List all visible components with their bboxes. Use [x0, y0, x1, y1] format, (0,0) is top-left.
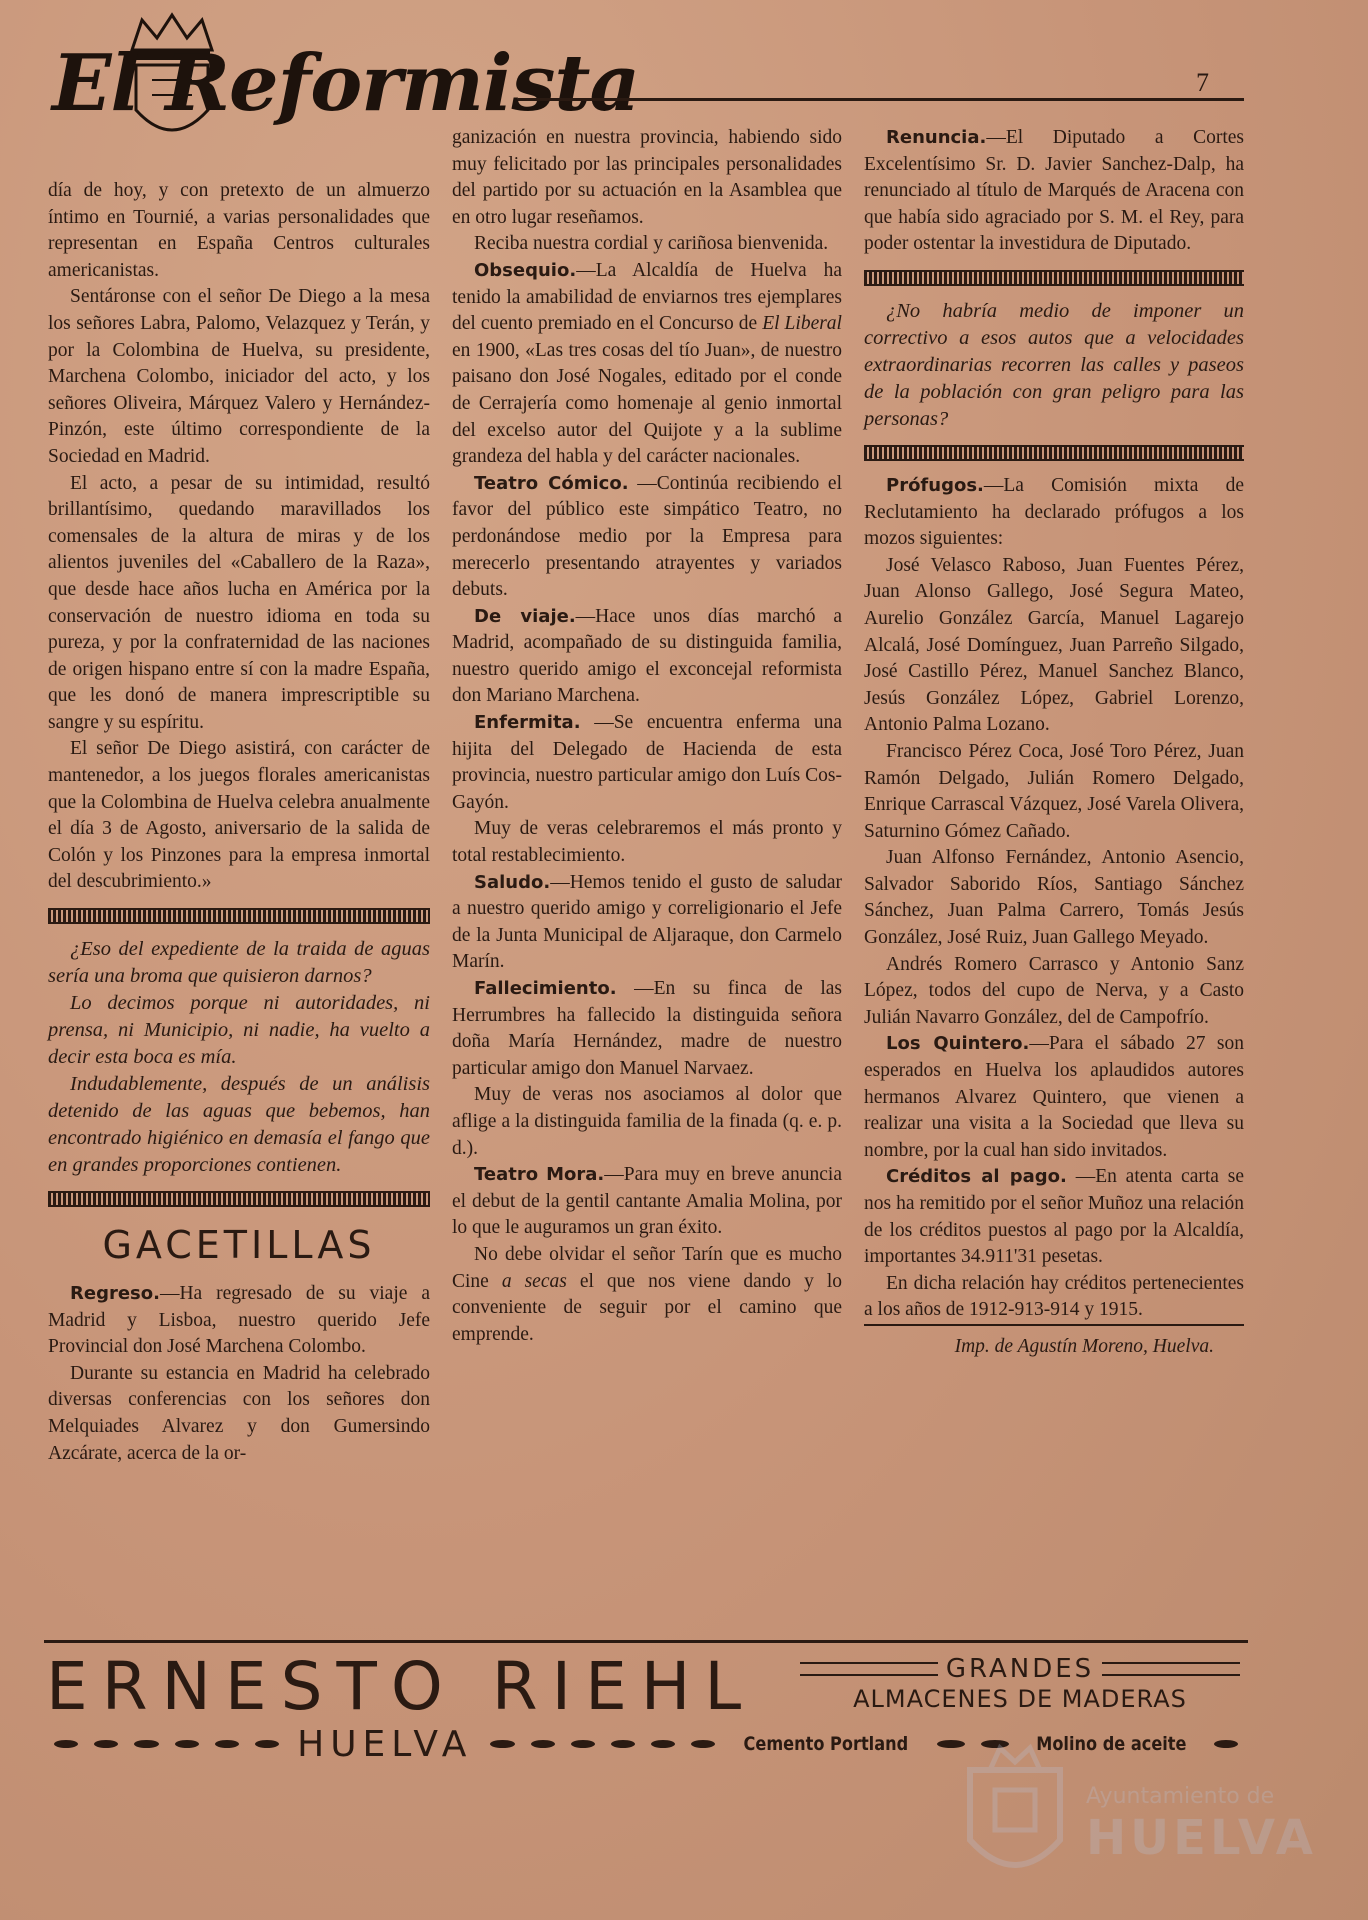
- ornamental-divider: [48, 1191, 430, 1207]
- dash-ornament-icon: [134, 1740, 158, 1748]
- column-1: [48, 178, 430, 1467]
- ad-product: Molino de aceite: [1036, 1733, 1187, 1755]
- column-3: [864, 125, 1244, 1361]
- news-text: —En su finca de las Herrumbres ha fallecido la distinguida señora doña María Hernández, madre de nuestro particular amigo don Manuel Narvaez.: [452, 978, 842, 1079]
- printer-credit: Imp. de Agustín Moreno, Huelva.: [864, 1324, 1244, 1361]
- ad-product: Cemento Portland: [743, 1733, 909, 1755]
- news-text: No debe olvidar el señor Tarín que es mucho Cine: [452, 1243, 842, 1292]
- news-heading: Enfermita.: [474, 712, 581, 734]
- news-item-quintero: [864, 1031, 1244, 1164]
- dash-ornament-icon: [490, 1740, 514, 1748]
- paragraph: En dicha relación hay créditos pertenecientes a los años de 1912-913-914 y 1915.: [864, 1272, 1244, 1321]
- archive-watermark: [960, 1740, 1317, 1900]
- news-heading: Créditos al pago.: [886, 1166, 1067, 1188]
- dash-ornament-icon: [54, 1740, 78, 1748]
- news-heading: Los Quintero.: [886, 1033, 1030, 1055]
- news-text: —La Comisión mixta de Reclutamiento ha declarado prófugos a los mozos siguientes:: [864, 474, 1244, 550]
- dash-ornament-icon: [611, 1740, 635, 1748]
- news-text: —Hemos tenido el gusto de saludar a nuestro querido amigo y correligionario el Jefe de la Junta Municipal de Aljaraque, don Carmelo Marín.: [452, 871, 842, 973]
- news-item-creditos: [864, 1164, 1244, 1270]
- news-item-fallecimiento: [452, 976, 842, 1082]
- ad-heading: GRANDES: [945, 1654, 1095, 1684]
- paragraph: Muy de veras nos asociamos al dolor que aflige a la distinguida familia de la finada (q. e. p. d.).: [452, 1084, 842, 1159]
- ornamental-divider: [864, 445, 1244, 461]
- ad-heading-row: [800, 1654, 1240, 1684]
- paragraph: Francisco Pérez Coca, José Toro Pérez, Juan Ramón Delgado, Julián Romero Delgado, Enrique Carrascal Vázquez, José Varela Olivera, Saturnino Gómez Cañado.: [864, 740, 1244, 842]
- news-heading: Obsequio.: [474, 259, 577, 281]
- paragraph: José Velasco Raboso, Juan Fuentes Pérez, Juan Alonso Gallego, José Segura Mateo, Aurelio González García, Manuel Lagarejo Alcalá, José Domínguez, Juan Parreño Silgado, José Castillo Pérez, Manuel Sanchez Blanco, Jesús González López, Gabriel Lorenzo, Antonio Palma Lozano.: [864, 554, 1244, 736]
- ad-description: [800, 1654, 1240, 1714]
- watermark-line1: Ayuntamiento de: [1086, 1784, 1275, 1809]
- ornamental-divider: [864, 270, 1244, 286]
- editorial-note: Lo decimos porque ni autoridades, ni prensa, ni Municipio, ni nadie, ha vuelto a decir esta boca es mía.: [48, 992, 430, 1069]
- news-item-teatro-comico: [452, 471, 842, 604]
- news-text: —Para muy en breve anuncia el debut de la gentil cantante Amalia Molina, por lo que le auguramos un gran éxito.: [452, 1164, 842, 1239]
- advertiser-name: ERNESTO RIEHL: [46, 1648, 756, 1725]
- news-text: —Hace unos días marchó a Madrid, acompañado de su distinguida familia, nuestro querido amigo el exconcejal reformista don Mariano Marchena.: [452, 605, 842, 707]
- news-text: —La Alcaldía de Huelva ha tenido la amabilidad de enviarnos tres ejemplares del cuento premiado en el Concurso de: [452, 259, 842, 335]
- news-heading: Saludo.: [474, 871, 551, 893]
- news-item-renuncia: [864, 125, 1244, 258]
- dash-ornament-icon: [94, 1740, 118, 1748]
- news-text: —El Diputado a Cortes Excelentísimo Sr. D. Javier Sanchez-Dalp, ha renunciado al título de Marqués de Aracena con que había sido agraciado por S. M. el Rey, para poder ostentar la investidura de Diputado.: [864, 127, 1244, 255]
- dash-ornament-icon: [691, 1740, 715, 1748]
- news-item-saludo: [452, 870, 842, 976]
- paragraph: Juan Alfonso Fernández, Antonio Asencio, Salvador Saborido Ríos, Santiago Sánchez Sánchez, Juan Palma Carrero, Tomás Jesús González, José Ruiz, Juan Gallego Meyado.: [864, 847, 1244, 949]
- ad-top-rule: [44, 1640, 1248, 1643]
- news-text: —En atenta carta se nos ha remitido por el señor Muñoz una relación de los créditos puestos al pago por la Alcaldía, importantes 34.911'31 pesetas.: [864, 1166, 1244, 1268]
- editorial-note: ¿No habría medio de imponer un correctivo a esos autos que a velocidades extraordinarias recorren las calles y paseos de la población con gran peligro para las personas?: [864, 299, 1244, 430]
- news-heading: Prófugos.: [886, 474, 984, 496]
- paragraph: Durante su estancia en Madrid ha celebrado diversas conferencias con los señores don Melquiades Alvarez y don Gumersindo Azcárate, acerca de la or-: [48, 1362, 430, 1464]
- news-text: en 1900, «Las tres cosas del tío Juan», de nuestro paisano don José Nogales, editado por el conde de Cerrajería como homenaje al genio inmortal del excelso autor del Quijote y a la sublime grandeza del habla y del carácter nacionales.: [452, 339, 842, 468]
- dash-ornament-icon: [215, 1740, 239, 1748]
- watermark-line2: HUELVA: [1086, 1810, 1317, 1866]
- dash-ornament-icon: [651, 1740, 675, 1748]
- news-heading: Regreso.: [70, 1283, 160, 1305]
- dash-ornament-icon: [531, 1740, 555, 1748]
- page-number: 7: [1196, 68, 1209, 97]
- paragraph: Muy de veras celebraremos el más pronto y total restablecimiento.: [452, 818, 842, 867]
- news-text: —Se encuentra enferma una hijita del Delegado de Hacienda de esta provincia, nuestro particular amigo don Luís Cos-Gayón.: [452, 712, 842, 813]
- column-2: [452, 125, 842, 1348]
- news-text: —Ha regresado de su viaje a Madrid y Lisboa, nuestro querido Jefe Provincial don José Marchena Colombo.: [48, 1283, 430, 1358]
- ad-city: HUELVA: [297, 1723, 473, 1765]
- ad-subheading: ALMACENES DE MADERAS: [853, 1685, 1187, 1713]
- decorative-lines: [1102, 1662, 1240, 1676]
- news-item-regreso: [48, 1281, 430, 1361]
- paragraph: ganización en nuestra provincia, habiendo sido muy felicitado por las principales personalidades del partido por su actuación en la Asamblea que en otro lugar reseñamos.: [452, 127, 842, 228]
- editorial-note: ¿Eso del expediente de la traida de aguas sería una broma que quisieron darnos?: [48, 938, 430, 988]
- news-item-enfermita: [452, 710, 842, 816]
- ornamental-divider: [48, 908, 430, 924]
- paragraph: El señor De Diego asistirá, con carácter de mantenedor, a los juegos florales americanistas que la Colombina de Huelva celebra anualmente el día 3 de Agosto, aniversario de la salida de Colón y los Pinzones para la empresa inmortal del descubrimiento.»: [48, 738, 430, 893]
- news-heading: Renuncia.: [886, 127, 987, 148]
- dash-ornament-icon: [255, 1740, 279, 1748]
- dash-ornament-icon: [571, 1740, 595, 1748]
- paragraph: día de hoy, y con pretexto de un almuerzo íntimo en Tournié, a varias personalidades que representan en España Centros culturales americanistas.: [48, 180, 430, 281]
- news-text: el que nos viene dando y lo conveniente de seguir por el camino que emprende.: [452, 1270, 842, 1345]
- masthead-rule: [518, 98, 1244, 101]
- news-heading: Fallecimiento.: [474, 978, 617, 999]
- news-text: —Para el sábado 27 son esperados en Huelva los aplaudidos autores hermanos Alvarez Quintero, que vienen a realizar una visita a la Sociedad que lleva su nombre, por la cual han sido invitados.: [864, 1033, 1244, 1161]
- editorial-note: Indudablemente, después de un análisis detenido de las aguas que bebemos, han encontrado higiénico en demasía el fango que en grandes proporciones contienen.: [48, 1073, 430, 1177]
- paragraph: Reciba nuestra cordial y cariñosa bienvenida.: [474, 233, 829, 255]
- newspaper-name: El Liberal: [762, 313, 842, 335]
- news-heading: De viaje.: [474, 605, 576, 627]
- paragraph: Sentáronse con el señor De Diego a la mesa los señores Labra, Palomo, Velazquez y Terán, y por la Colombina de Huelva, su presidente, Marchena Colombo, iniciador del acto, y los señores Oliveira, Márquez Valero y Hernández-Pinzón, este último correspondiente de la Sociedad en Madrid.: [48, 286, 430, 467]
- paragraph: [452, 1242, 842, 1348]
- news-item-teatro-mora: [452, 1162, 842, 1242]
- news-heading: Teatro Mora.: [474, 1164, 605, 1186]
- emphasis: a secas: [501, 1270, 567, 1292]
- news-item-profugos: [864, 473, 1244, 553]
- news-text: —Continúa recibiendo el favor del público este simpático Teatro, no perdonándose medio por la Empresa para merecerlo presentando atrayentes y variados debuts.: [452, 472, 843, 601]
- city-crest-icon: [960, 1740, 1070, 1890]
- news-item-obsequio: [452, 258, 842, 471]
- section-title: GACETILLAS: [102, 1223, 376, 1268]
- news-item-de-viaje: [452, 604, 842, 710]
- dash-ornament-icon: [175, 1740, 199, 1748]
- news-heading: Teatro Cómico.: [474, 472, 629, 494]
- paragraph: Andrés Romero Carrasco y Antonio Sanz López, todos del cupo de Nerva, y a Casto Julián Navarro González, del de Campofrío.: [864, 953, 1244, 1028]
- paragraph: El acto, a pesar de su intimidad, resultó brillantísimo, quedando maravillados los comensales de la altura de miras y de los alientos juveniles del «Caballero de la Raza», que desde hace años lucha en América por la conservación de nuestro idioma en toda su pureza, y por la confraternidad de las naciones de origen hispano entre sí con la madre España, que les donó de manera imprescriptible su sangre y su espíritu.: [48, 472, 430, 733]
- masthead-title: El Reformista: [52, 38, 640, 129]
- masthead: [52, 10, 640, 160]
- decorative-lines: [800, 1662, 938, 1676]
